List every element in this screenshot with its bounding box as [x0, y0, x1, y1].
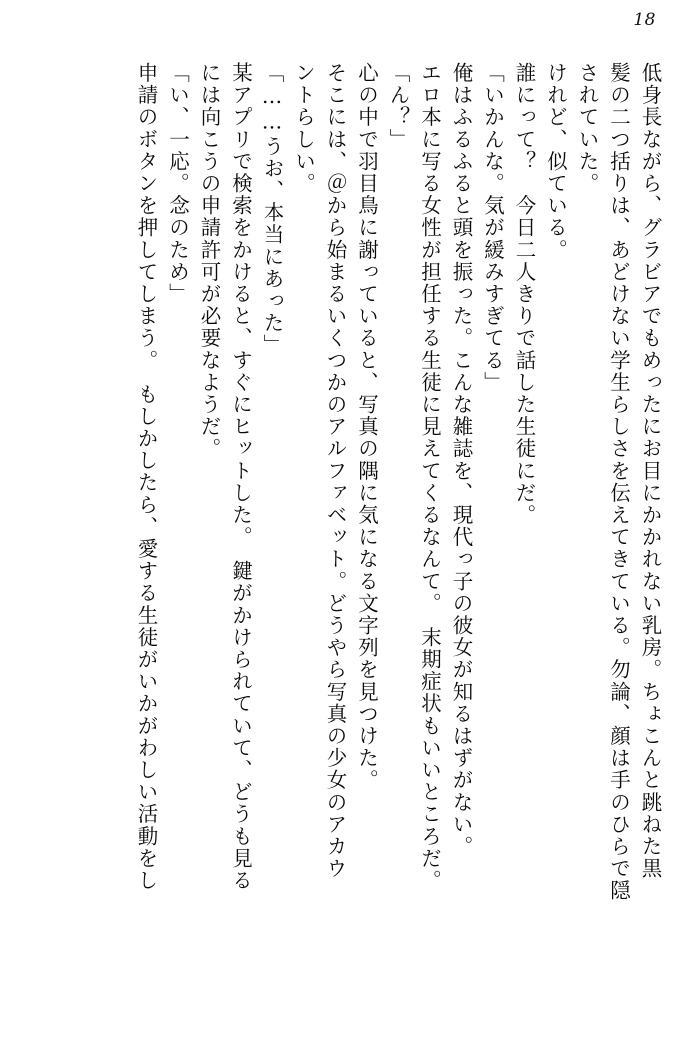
text-column: 「……うお、本当にあった」 — [260, 62, 284, 357]
text-column: 誰にって？ 今日二人きりで話した生徒にだ。 — [512, 62, 536, 527]
text-column: 「い、一応。念のため」 — [165, 62, 190, 306]
text-column: 髪の二つ括りは、あどけない学生らしさを伝えてきている。勿論、顔は手のひらで隠 — [606, 62, 631, 902]
text-column: 低身長ながら、グラビアでもめったにお目にかかれない乳房。ちょこんと跳ねた黒 — [638, 62, 662, 880]
text-column: 心の中で羽目鳥に謝っていると、写真の隅に気になる文字列を見つけた。 — [354, 62, 379, 792]
vertical-text-body — [52, 62, 660, 1020]
text-column: には向こうの申請許可が必要なようだ。 — [197, 62, 221, 460]
text-column: エロ本に写る女性が担任する生徒に見えてくるなんて。 末期症状もいいところだ。 — [417, 62, 442, 892]
text-column: されていた。 — [575, 62, 599, 195]
text-column: 某アプリで検索をかけると、すぐにヒットした。 鍵がかけられていて、どうも見る — [228, 62, 253, 892]
text-column: そこには、＠から始まるいくつかのアルファベット。どうやら写真の少女のアカウ — [323, 62, 347, 880]
text-column: 俺はふるふると頭を振った。こんな雑誌を、現代っ子の彼女が知るはずがない。 — [449, 62, 473, 858]
text-column: 申請のボタンを押してしまう。 もしかしたら、愛する生徒がいかがわしい活動をし — [134, 62, 158, 892]
text-column: 「ん？」 — [386, 62, 410, 151]
text-column: けれど、似ている。 — [543, 62, 568, 261]
page-number: 18 — [633, 10, 656, 30]
text-column: ントらしい。 — [291, 62, 316, 195]
text-column: 「いかんな。気が緩みすぎてる」 — [480, 62, 505, 394]
